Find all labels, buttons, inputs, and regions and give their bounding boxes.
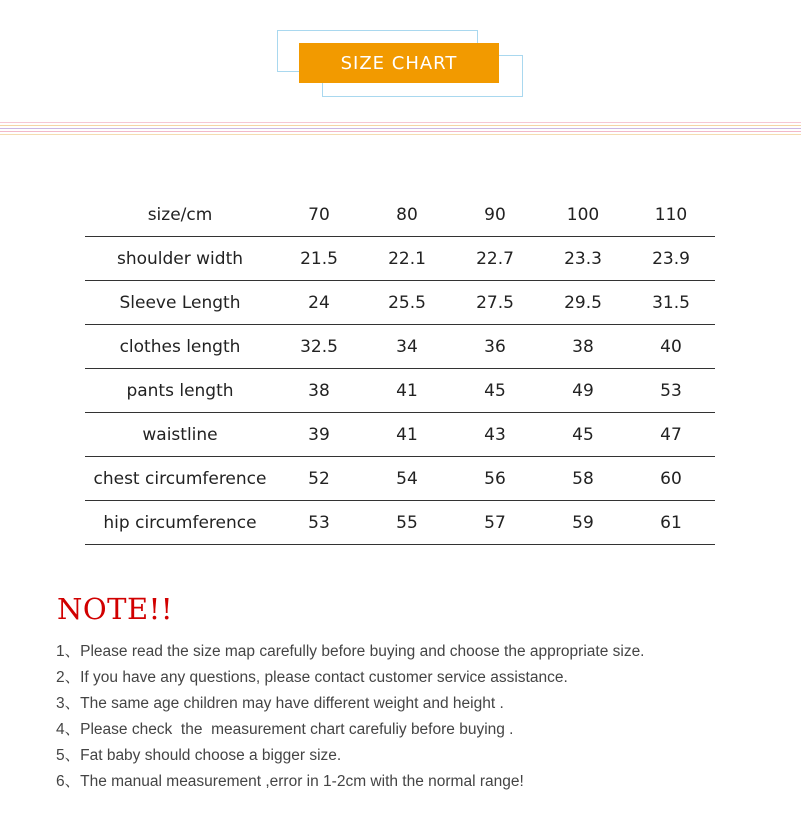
table-cell: 52 [275, 457, 363, 501]
table-row [85, 369, 715, 413]
size-header-cell: 70 [275, 193, 363, 237]
note-item: 6、The manual measurement ,error in 1-2cm with the normal range! [56, 773, 524, 790]
note-item: 4、Please check the measurement chart carefuliy before buying . [56, 721, 514, 738]
table-cell: 53 [627, 369, 715, 413]
size-chart-title: SIZE CHART [299, 43, 499, 83]
table-cell: 57 [451, 501, 539, 545]
table-row [85, 281, 715, 325]
table-cell: 34 [363, 325, 451, 369]
table-cell: 55 [363, 501, 451, 545]
table-cell: 54 [363, 457, 451, 501]
row-label: pants length [85, 369, 275, 413]
table-cell: 23.9 [627, 237, 715, 281]
stripe-line [0, 134, 801, 135]
note-list [56, 641, 645, 797]
size-header-cell: 80 [363, 193, 451, 237]
row-label: waistline [85, 413, 275, 457]
table-cell: 41 [363, 413, 451, 457]
table-cell: 29.5 [539, 281, 627, 325]
row-label: Sleeve Length [85, 281, 275, 325]
row-label: hip circumference [85, 501, 275, 545]
table-cell: 32.5 [275, 325, 363, 369]
stripe-line [0, 122, 801, 123]
row-label: clothes length [85, 325, 275, 369]
table-cell: 38 [539, 325, 627, 369]
stripe-line [0, 125, 801, 126]
note-item: 5、Fat baby should choose a bigger size. [56, 747, 342, 764]
table-cell: 53 [275, 501, 363, 545]
table-cell: 21.5 [275, 237, 363, 281]
decorative-stripes [0, 122, 801, 136]
table-row [85, 501, 715, 545]
size-header-cell: 110 [627, 193, 715, 237]
note-item: 3、The same age children may have different weight and height . [56, 695, 504, 712]
table-row [85, 325, 715, 369]
size-table [85, 193, 715, 545]
stripe-line [0, 131, 801, 132]
table-cell: 22.1 [363, 237, 451, 281]
table-cell: 36 [451, 325, 539, 369]
table-cell: 45 [539, 413, 627, 457]
note-title: NOTE!! [57, 592, 173, 626]
stripe-line [0, 128, 801, 129]
table-cell: 24 [275, 281, 363, 325]
table-cell: 27.5 [451, 281, 539, 325]
table-cell: 22.7 [451, 237, 539, 281]
table-cell: 59 [539, 501, 627, 545]
table-cell: 47 [627, 413, 715, 457]
size-header-label: size/cm [85, 193, 275, 237]
table-cell: 40 [627, 325, 715, 369]
note-item: 1、Please read the size map carefully before buying and choose the appropriate size. [56, 643, 645, 660]
table-row [85, 457, 715, 501]
table-cell: 41 [363, 369, 451, 413]
table-cell: 25.5 [363, 281, 451, 325]
table-cell: 31.5 [627, 281, 715, 325]
table-row [85, 237, 715, 281]
size-header-cell: 100 [539, 193, 627, 237]
size-table-header-row [85, 193, 715, 237]
table-cell: 23.3 [539, 237, 627, 281]
table-cell: 56 [451, 457, 539, 501]
table-cell: 49 [539, 369, 627, 413]
table-cell: 61 [627, 501, 715, 545]
table-cell: 43 [451, 413, 539, 457]
size-header-cell: 90 [451, 193, 539, 237]
note-item: 2、If you have any questions, please contact customer service assistance. [56, 669, 568, 686]
table-cell: 60 [627, 457, 715, 501]
table-cell: 58 [539, 457, 627, 501]
row-label: shoulder width [85, 237, 275, 281]
table-row [85, 413, 715, 457]
row-label: chest circumference [85, 457, 275, 501]
table-cell: 39 [275, 413, 363, 457]
table-cell: 45 [451, 369, 539, 413]
table-cell: 38 [275, 369, 363, 413]
